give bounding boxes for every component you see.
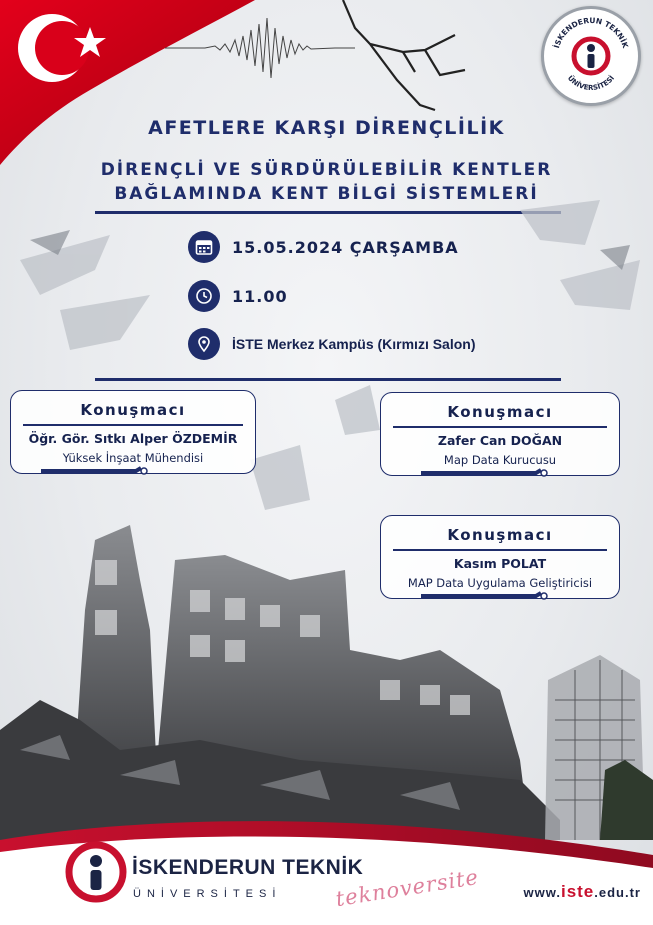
speaker-role: MAP Data Uygulama Geliştiricisi (407, 575, 593, 590)
footer-university-name: İSKENDERUN TEKNİK (132, 856, 364, 879)
speaker-heading-divider (393, 426, 607, 428)
footer-tagline: teknoversite (334, 864, 481, 912)
website-brand: iste (560, 882, 595, 901)
website-suffix: .edu.tr (594, 885, 641, 900)
card-tail-decor (41, 465, 151, 479)
speaker-heading: Konuşmacı (80, 401, 186, 419)
speaker-role: Map Data Kurucusu (443, 452, 557, 467)
speaker-card-2 (380, 392, 620, 476)
footer-university-sub: ÜNİVERSİTESİ (133, 888, 282, 900)
collapsed-buildings-graphic (0, 520, 653, 840)
event-date: 15.05.2024 ÇARŞAMBA (232, 237, 459, 257)
event-title: AFETLERE KARŞI DİRENÇLİLİK (148, 117, 505, 139)
university-badge-logo (541, 6, 641, 106)
speaker-heading: Konuşmacı (447, 403, 553, 421)
event-time: 11.00 (232, 286, 288, 306)
speaker-name: Kasım POLAT (453, 555, 547, 571)
footer-website-link[interactable] (524, 882, 642, 902)
university-logo-icon (64, 840, 128, 904)
badge-ring-bottom-text: ÜNİVERSİTESİ (565, 74, 617, 93)
website-prefix: www. (523, 885, 561, 900)
subtitle-line-1: DİRENÇLİ VE SÜRDÜRÜLEBİLİR KENTLER (100, 160, 553, 180)
seismograph-graphic (165, 0, 495, 115)
speaker-name: Öğr. Gör. Sıtkı Alper ÖZDEMİR (28, 430, 238, 446)
speaker-card-1 (10, 390, 256, 474)
university-emblem-icon (544, 9, 638, 103)
card-tail-decor (421, 467, 551, 481)
event-location: İSTE Merkez Kampüs (Kırmızı Salon) (232, 336, 476, 352)
debris-fragments-graphic (0, 200, 653, 530)
speaker-role: Yüksek İnşaat Mühendisi (62, 450, 204, 465)
svg-text:ÜNİVERSİTESİ (566, 73, 616, 92)
speaker-name: Zafer Can DOĞAN (437, 432, 563, 448)
badge-ring-top-text: İSKENDERUN TEKNİK (552, 15, 630, 50)
event-subtitle (0, 158, 653, 206)
subtitle-line-2: BAĞLAMINDA KENT BİLGİ SİSTEMLERİ (114, 184, 539, 204)
speaker-heading: Konuşmacı (447, 526, 553, 544)
speaker-heading-divider (23, 424, 243, 426)
